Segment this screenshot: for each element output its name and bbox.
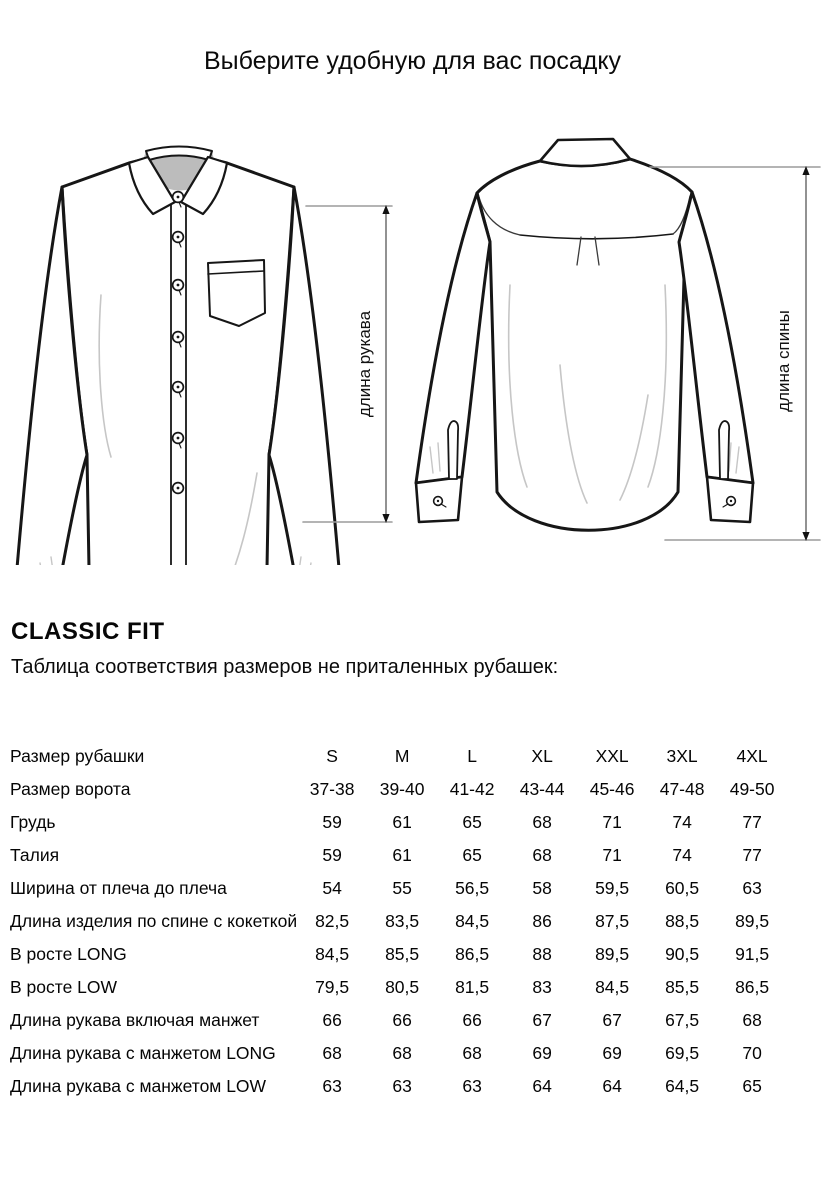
table-row [10,938,787,971]
cell-value: 70 [742,1043,762,1063]
cell-value: 69 [532,1043,552,1063]
cell-value: 64 [532,1076,552,1096]
back-length-label: длина спины [774,310,793,412]
cell-value: 77 [742,845,762,865]
cell-value: 77 [742,812,762,832]
sleeve-length-label: длина рукава [355,310,374,418]
size-table [10,740,787,1103]
shirt-back-drawing [416,139,753,530]
cell-value: 74 [672,812,692,832]
cell-value: XXL [595,746,629,766]
cell-value: 64 [602,1076,622,1096]
cell-value: 80,5 [385,977,420,997]
cell-value: 58 [532,878,552,898]
table-row [10,806,787,839]
cell-value: 84,5 [455,911,490,931]
cell-value: 61 [392,812,412,832]
cell-value: 88 [532,944,552,964]
cell-value: 89,5 [595,944,630,964]
cell-value: 63 [742,878,762,898]
cell-value: XL [531,746,553,766]
cell-value: 68 [462,1043,482,1063]
cell-value: 71 [602,845,622,865]
row-label: Талия [10,845,60,865]
cell-value: 83,5 [385,911,420,931]
table-row [10,740,787,773]
table-row [10,1070,787,1103]
table-row [10,971,787,1004]
shirt-front-drawing [14,147,342,566]
cell-value: 65 [462,812,482,832]
cell-value: 49-50 [729,779,775,799]
cell-value: M [394,746,410,766]
cell-value: 67 [602,1010,622,1030]
cell-value: 86,5 [455,944,490,964]
cell-value: 74 [672,845,692,865]
row-label: Грудь [10,812,56,832]
cell-value: 68 [742,1010,762,1030]
cell-value: 86,5 [735,977,770,997]
cell-value: 65 [742,1076,762,1096]
row-label: Ширина от плеча до плеча [10,878,227,898]
cell-value: 66 [392,1010,412,1030]
cell-value: 69,5 [665,1043,700,1063]
row-label: Длина рукава включая манжет [10,1010,260,1030]
cell-value: 63 [462,1076,482,1096]
cell-value: 4XL [736,746,768,766]
cell-value: 88,5 [665,911,700,931]
cell-value: 81,5 [455,977,490,997]
cell-value: 84,5 [595,977,630,997]
table-row [10,872,787,905]
fit-section-subtitle: Таблица соответствия размеров не приталенных рубашек: [11,656,559,678]
cell-value: 65 [462,845,482,865]
page-title: Выберите удобную для вас посадку [203,47,622,75]
cell-value: 68 [532,845,552,865]
table-row [10,905,787,938]
cell-value: 64,5 [665,1076,700,1096]
cell-value: 3XL [666,746,698,766]
cell-value: 82,5 [315,911,350,931]
cell-value: 91,5 [735,944,770,964]
cell-value: 60,5 [665,878,700,898]
shirt-size-diagram [0,135,825,565]
table-row [10,839,787,872]
cell-value: 66 [462,1010,482,1030]
table-row [10,1037,787,1070]
row-label: Размер рубашки [10,746,145,766]
cell-value: 84,5 [315,944,350,964]
chest-pocket [208,260,265,326]
cell-value: 56,5 [455,878,490,898]
cell-value: 54 [322,878,342,898]
row-label: В росте LONG [10,944,127,964]
cell-value: 59 [322,812,342,832]
cell-value: 69 [602,1043,622,1063]
cell-value: 87,5 [595,911,630,931]
cell-value: 59 [322,845,342,865]
cell-value: 71 [602,812,622,832]
row-label: Длина изделия по спине с кокеткой [10,911,298,931]
cell-value: 41-42 [449,779,495,799]
cell-value: 89,5 [735,911,770,931]
cell-value: 43-44 [519,779,565,799]
cell-value: 63 [322,1076,342,1096]
cell-value: 83 [532,977,552,997]
cell-value: 66 [322,1010,342,1030]
cell-value: 68 [392,1043,412,1063]
cell-value: 55 [392,878,412,898]
fit-section-heading: CLASSIC FIT [11,618,165,645]
cell-value: S [326,746,338,766]
cell-value: 45-46 [589,779,635,799]
cell-value: 79,5 [315,977,350,997]
cell-value: 47-48 [659,779,705,799]
table-row [10,1004,787,1037]
table-row [10,773,787,806]
cell-value: 68 [532,812,552,832]
cell-value: 61 [392,845,412,865]
row-label: В росте LOW [10,977,118,997]
cell-value: 67 [532,1010,552,1030]
cell-value: 37-38 [309,779,355,799]
cell-value: 85,5 [665,977,700,997]
cell-value: 59,5 [595,878,630,898]
cell-value: 63 [392,1076,412,1096]
cell-value: 39-40 [379,779,425,799]
cell-value: 90,5 [665,944,700,964]
cell-value: 86 [532,911,552,931]
row-label: Длина рукава с манжетом LONG [10,1043,276,1063]
size-table-body [10,740,787,1103]
row-label: Размер ворота [10,779,131,799]
cell-value: L [467,746,477,766]
cell-value: 68 [322,1043,342,1063]
cell-value: 85,5 [385,944,420,964]
cell-value: 67,5 [665,1010,700,1030]
row-label: Длина рукава с манжетом LOW [10,1076,267,1096]
